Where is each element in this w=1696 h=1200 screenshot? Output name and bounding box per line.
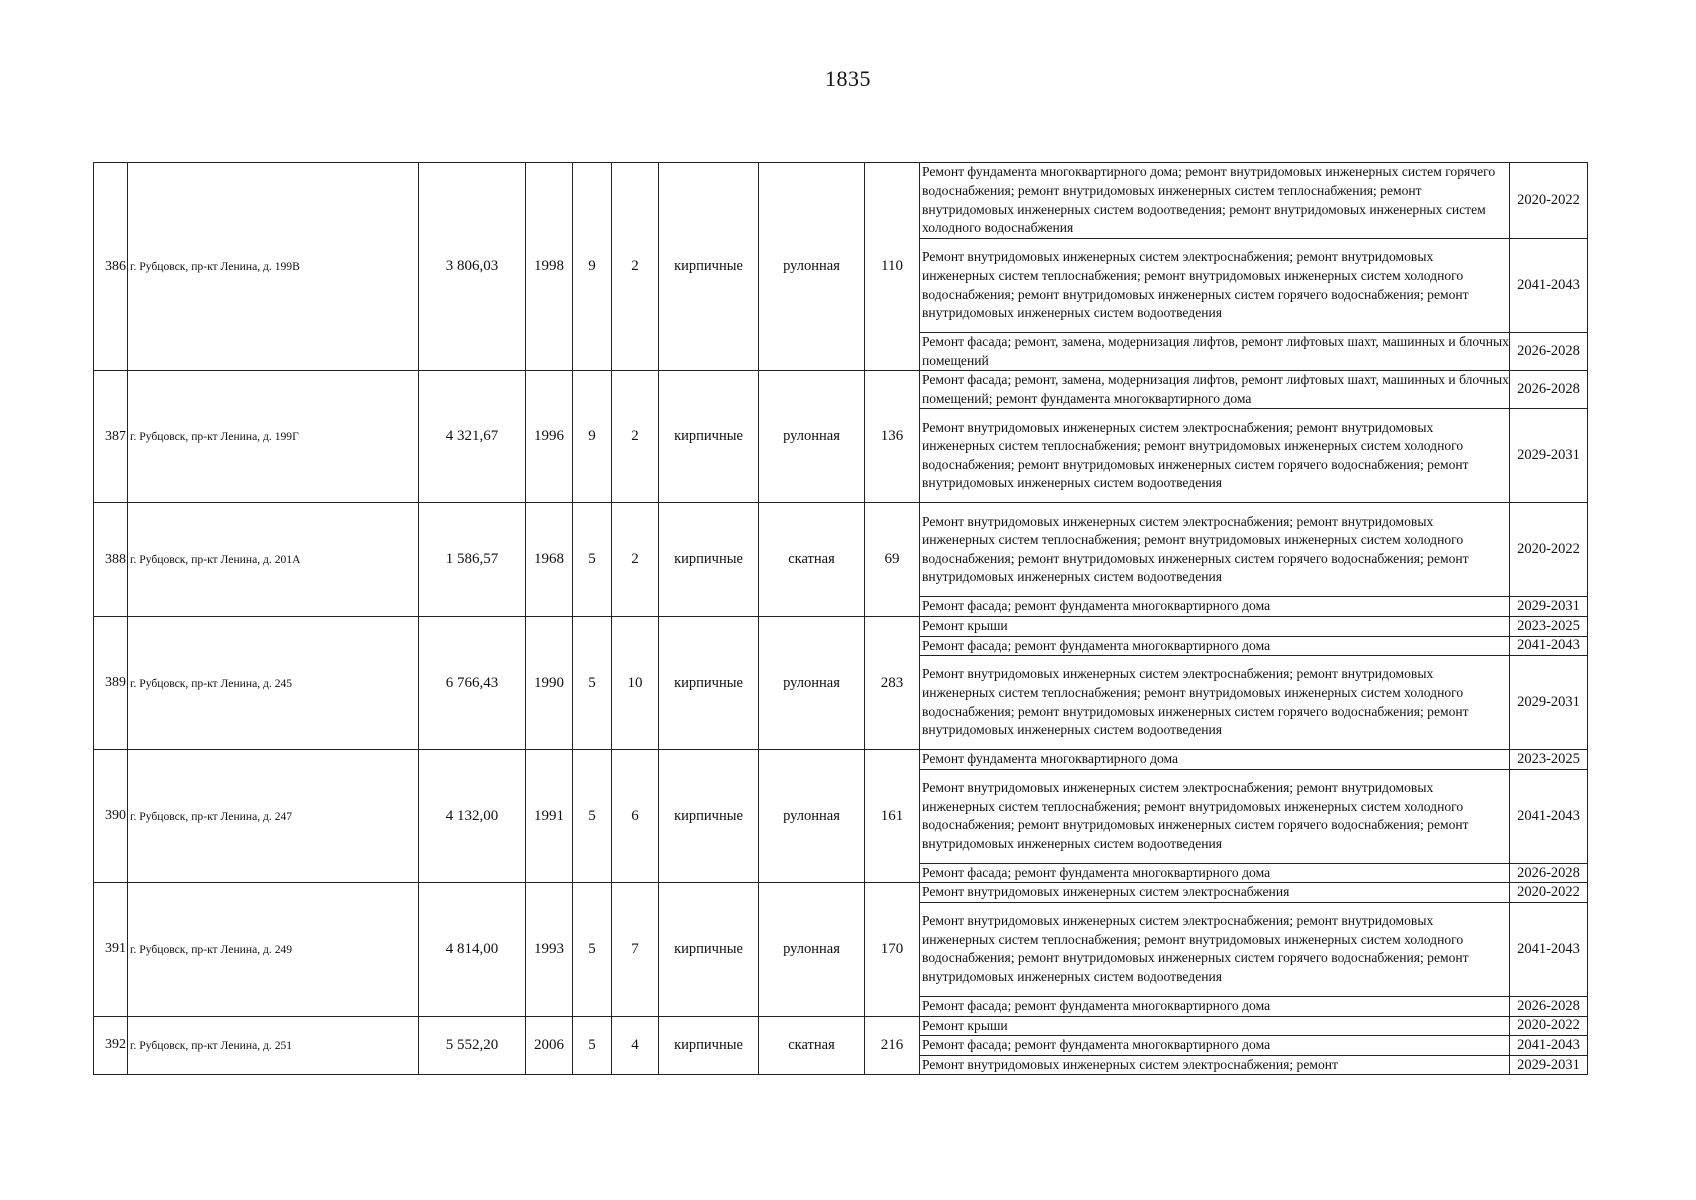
work-description: Ремонт фасада; ремонт фундамента многоквартирного дома	[920, 597, 1510, 617]
house-address: г. Рубцовск, пр-кт Ленина, д. 247	[128, 750, 419, 883]
work-period: 2026-2028	[1510, 371, 1588, 409]
wall-material: кирпичные	[659, 750, 759, 883]
work-description: Ремонт внутридомовых инженерных систем электроснабжения; ремонт	[920, 1055, 1510, 1075]
house-address: г. Рубцовск, пр-кт Ленина, д. 251	[128, 1016, 419, 1075]
entrance-count: 10	[612, 616, 659, 749]
house-address: г. Рубцовск, пр-кт Ленина, д. 199В	[128, 163, 419, 371]
flat-count: 110	[865, 163, 920, 371]
work-description: Ремонт внутридомовых инженерных систем электроснабжения; ремонт внутридомовых инженерных систем теплоснабжения; ремонт внутридомовых инженерных систем холодного водоснабжения; ремонт внутридомовых инженерных систем горячего водоснабжения; ремонт внутридомовых инженерных систем водоотведения	[920, 769, 1510, 863]
work-description: Ремонт внутридомовых инженерных систем электроснабжения; ремонт внутридомовых инженерных систем теплоснабжения; ремонт внутридомовых инженерных систем холодного водоснабжения; ремонт внутридомовых инженерных систем горячего водоснабжения; ремонт внутридомовых инженерных систем водоотведения	[920, 902, 1510, 996]
flat-count: 136	[865, 371, 920, 503]
work-period: 2023-2025	[1510, 616, 1588, 636]
house-address: г. Рубцовск, пр-кт Ленина, д. 245	[128, 616, 419, 749]
work-period: 2026-2028	[1510, 333, 1588, 371]
row-number: 387	[94, 371, 128, 503]
house-address: г. Рубцовск, пр-кт Ленина, д. 201А	[128, 503, 419, 617]
build-year: 1996	[526, 371, 573, 503]
work-description: Ремонт фасада; ремонт фундамента многоквартирного дома	[920, 996, 1510, 1016]
wall-material: кирпичные	[659, 371, 759, 503]
work-period: 2029-2031	[1510, 409, 1588, 503]
house-address: г. Рубцовск, пр-кт Ленина, д. 199Г	[128, 371, 419, 503]
work-description: Ремонт внутридомовых инженерных систем электроснабжения; ремонт внутридомовых инженерных систем теплоснабжения; ремонт внутридомовых инженерных систем холодного водоснабжения; ремонт внутридомовых инженерных систем горячего водоснабжения; ремонт внутридомовых инженерных систем водоотведения	[920, 503, 1510, 597]
work-description: Ремонт крыши	[920, 1016, 1510, 1036]
work-period: 2020-2022	[1510, 163, 1588, 239]
build-year: 1993	[526, 883, 573, 1016]
work-period: 2020-2022	[1510, 1016, 1588, 1036]
work-period: 2020-2022	[1510, 883, 1588, 903]
table-row	[94, 503, 1588, 597]
floor-count: 9	[573, 371, 612, 503]
repair-schedule-table	[93, 162, 1588, 1075]
work-period: 2020-2022	[1510, 503, 1588, 597]
work-description: Ремонт фасада; ремонт фундамента многоквартирного дома	[920, 636, 1510, 656]
house-area: 5 552,20	[419, 1016, 526, 1075]
entrance-count: 2	[612, 503, 659, 617]
work-period: 2026-2028	[1510, 863, 1588, 883]
roof-type: рулонная	[759, 163, 865, 371]
work-description: Ремонт внутридомовых инженерных систем электроснабжения; ремонт внутридомовых инженерных систем теплоснабжения; ремонт внутридомовых инженерных систем холодного водоснабжения; ремонт внутридомовых инженерных систем горячего водоснабжения; ремонт внутридомовых инженерных систем водоотведения	[920, 409, 1510, 503]
entrance-count: 2	[612, 371, 659, 503]
build-year: 1991	[526, 750, 573, 883]
wall-material: кирпичные	[659, 883, 759, 1016]
work-period: 2029-2031	[1510, 597, 1588, 617]
roof-type: рулонная	[759, 883, 865, 1016]
build-year: 1968	[526, 503, 573, 617]
floor-count: 5	[573, 883, 612, 1016]
entrance-count: 2	[612, 163, 659, 371]
wall-material: кирпичные	[659, 616, 759, 749]
wall-material: кирпичные	[659, 1016, 759, 1075]
roof-type: скатная	[759, 1016, 865, 1075]
row-number: 392	[94, 1016, 128, 1075]
work-description: Ремонт фундамента многоквартирного дома	[920, 750, 1510, 770]
work-period: 2041-2043	[1510, 1036, 1588, 1056]
floor-count: 5	[573, 750, 612, 883]
house-area: 3 806,03	[419, 163, 526, 371]
wall-material: кирпичные	[659, 503, 759, 617]
build-year: 2006	[526, 1016, 573, 1075]
page-number: 1835	[825, 66, 871, 91]
table-row	[94, 616, 1588, 636]
work-description: Ремонт фасада; ремонт, замена, модернизация лифтов, ремонт лифтовых шахт, машинных и блочных помещений	[920, 333, 1510, 371]
table-row	[94, 750, 1588, 770]
row-number: 389	[94, 616, 128, 749]
work-period: 2029-2031	[1510, 1055, 1588, 1075]
table-row	[94, 883, 1588, 903]
flat-count: 170	[865, 883, 920, 1016]
house-area: 1 586,57	[419, 503, 526, 617]
table-row	[94, 163, 1588, 239]
work-description: Ремонт фасада; ремонт, замена, модернизация лифтов, ремонт лифтовых шахт, машинных и блочных помещений; ремонт фундамента многоквартирного дома	[920, 371, 1510, 409]
flat-count: 161	[865, 750, 920, 883]
roof-type: рулонная	[759, 616, 865, 749]
house-area: 4 814,00	[419, 883, 526, 1016]
work-period: 2041-2043	[1510, 636, 1588, 656]
work-description: Ремонт внутридомовых инженерных систем электроснабжения	[920, 883, 1510, 903]
floor-count: 9	[573, 163, 612, 371]
roof-type: скатная	[759, 503, 865, 617]
roof-type: рулонная	[759, 371, 865, 503]
row-number: 386	[94, 163, 128, 371]
table-row	[94, 371, 1588, 409]
build-year: 1998	[526, 163, 573, 371]
work-description: Ремонт фасада; ремонт фундамента многоквартирного дома	[920, 863, 1510, 883]
house-area: 6 766,43	[419, 616, 526, 749]
work-description: Ремонт крыши	[920, 616, 1510, 636]
row-number: 390	[94, 750, 128, 883]
work-period: 2026-2028	[1510, 996, 1588, 1016]
build-year: 1990	[526, 616, 573, 749]
work-description: Ремонт внутридомовых инженерных систем электроснабжения; ремонт внутридомовых инженерных систем теплоснабжения; ремонт внутридомовых инженерных систем холодного водоснабжения; ремонт внутридомовых инженерных систем горячего водоснабжения; ремонт внутридомовых инженерных систем водоотведения	[920, 239, 1510, 333]
work-period: 2041-2043	[1510, 769, 1588, 863]
work-description: Ремонт фундамента многоквартирного дома; ремонт внутридомовых инженерных систем горячего водоснабжения; ремонт внутридомовых инженерных систем теплоснабжения; ремонт внутридомовых инженерных систем водоотведения; ремонт внутридомовых инженерных систем холодного водоснабжения	[920, 163, 1510, 239]
work-description: Ремонт внутридомовых инженерных систем электроснабжения; ремонт внутридомовых инженерных систем теплоснабжения; ремонт внутридомовых инженерных систем холодного водоснабжения; ремонт внутридомовых инженерных систем горячего водоснабжения; ремонт внутридомовых инженерных систем водоотведения	[920, 656, 1510, 750]
house-area: 4 321,67	[419, 371, 526, 503]
entrance-count: 4	[612, 1016, 659, 1075]
work-description: Ремонт фасада; ремонт фундамента многоквартирного дома	[920, 1036, 1510, 1056]
table-row	[94, 1016, 1588, 1036]
floor-count: 5	[573, 503, 612, 617]
flat-count: 283	[865, 616, 920, 749]
roof-type: рулонная	[759, 750, 865, 883]
entrance-count: 7	[612, 883, 659, 1016]
entrance-count: 6	[612, 750, 659, 883]
house-address: г. Рубцовск, пр-кт Ленина, д. 249	[128, 883, 419, 1016]
work-period: 2041-2043	[1510, 239, 1588, 333]
house-area: 4 132,00	[419, 750, 526, 883]
floor-count: 5	[573, 616, 612, 749]
row-number: 391	[94, 883, 128, 1016]
work-period: 2041-2043	[1510, 902, 1588, 996]
flat-count: 69	[865, 503, 920, 617]
flat-count: 216	[865, 1016, 920, 1075]
work-period: 2029-2031	[1510, 656, 1588, 750]
wall-material: кирпичные	[659, 163, 759, 371]
floor-count: 5	[573, 1016, 612, 1075]
work-period: 2023-2025	[1510, 750, 1588, 770]
row-number: 388	[94, 503, 128, 617]
